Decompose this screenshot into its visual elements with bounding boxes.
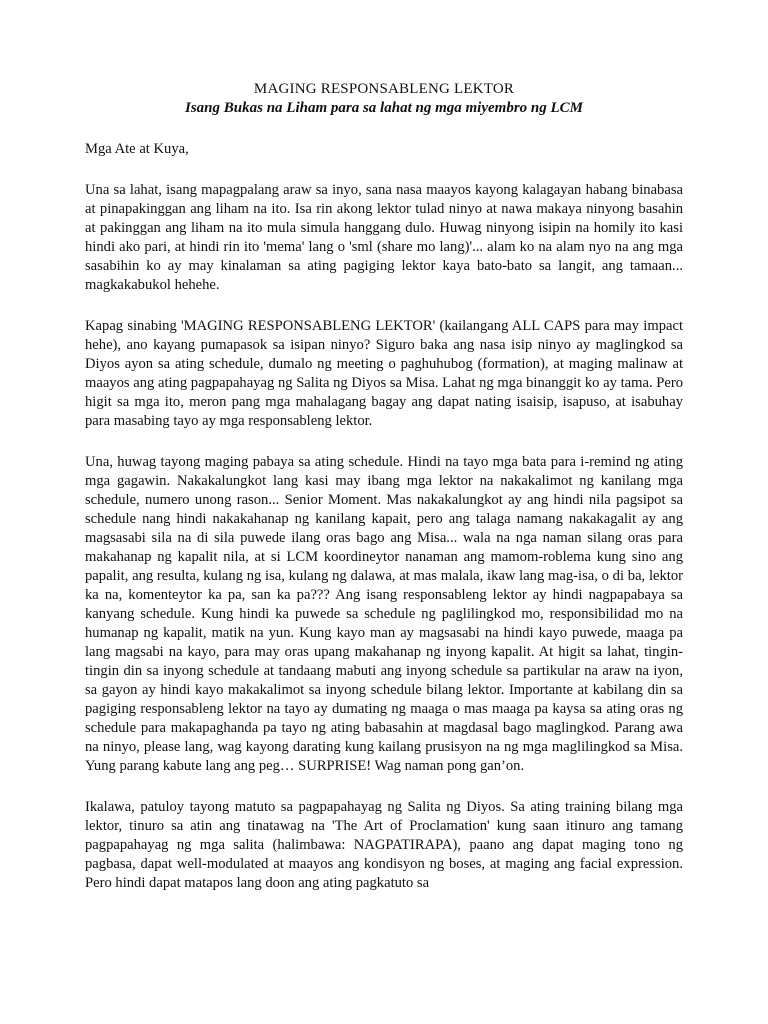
paragraph-4	[85, 798, 683, 893]
document-subtitle: Isang Bukas na Liham para sa lahat ng mga miyembro ng LCM	[185, 100, 583, 116]
paragraph-1	[85, 181, 683, 295]
greeting: Mga Ate at Kuya,	[85, 141, 189, 157]
document-title: MAGING RESPONSABLENG LEKTOR	[253, 81, 515, 97]
paragraph-2	[85, 317, 683, 431]
document-page	[85, 80, 683, 893]
paragraph-text: Una, huwag tayong maging pabaya sa ating schedule. Hindi na tayo mga bata para i-remind ng ating mga gagawin. Nakakalungkot lang kasi may ibang mga lektor na nakakalimot ng kanilang mga schedule, numero unong rason... Senior Moment. Mas nakakalungkot ay ang hindi nila pagsipot sa schedule nang hindi nakakahanap ng kanilang kapait, pero ang talaga namang nakakagalit ay ang magsasabi sila na di sila puwede ilang oras bago ang Misa... wala na nga naman silang oras para makahanap ng kapalit nila, at si LCM koordineytor nanaman ang mamom-roblema kung sino ang papalit, ang resulta, kulang ng isa, kulang ng dalawa, at mas malala, ikaw lang mag-isa, o di ba, lektor ka na, komenteytor ka pa, san ka pa??? Ang isang responsableng lektor ay hindi nagpapabaya sa kanyang schedule. Kung hindi ka puwede sa schedule ng paglilingkod mo, responsibilidad mo na humanap ng kapalit, matik na yun. Kung kayo man ay magsasabi na hindi kayo puwede, maaga pa lang magsabi na kayo, para may oras upang makahanap ng inyong kapalit. At higit sa lahat, tingin-tingin din sa inyong schedule at tandaang mabuti ang inyong schedule sa partikular na araw na iyon, sa gayon ay hindi kayo makakalimot sa inyong schedule bilang lektor. Importante at kabilang din sa pagiging responsableng lektor na tayo ay dumating ng maaga o mas maaga pa kaysa sa ating oras ng schedule para makapaghanda pa tayo ng ating babasahin at magdasal bago maglingkod. Parang awa na ninyo, please lang, wag kayong darating kung kailang prusisyon na ng mga maglilingkod sa Misa. Yung parang kabute lang ang peg… SURPRISE! Wag naman pong gan’on.	[85, 454, 683, 774]
paragraph-3	[85, 453, 683, 776]
paragraph-text: Una sa lahat, isang mapagpalang araw sa inyo, sana nasa maayos kayong kalagayan habang binabasa at pinapakinggan ang liham na ito. Isa rin akong lektor tulad ninyo at nawa makaya ninyong basahin at pakinggan ang liham na ito mula simula hanggang dulo. Huwag ninyong isipin na homily ito kasi hindi ako pari, at hindi rin ito 'mema' lang o 'sml (share mo lang)'... alam ko na alam nyo na ang mga sasabihin ko ay may kinalaman sa ating pagiging lektor kaya bato-bato sa langit, ang tamaan... magkakabukol hehehe.	[85, 182, 683, 293]
paragraph-text: Kapag sinabing 'MAGING RESPONSABLENG LEKTOR' (kailangang ALL CAPS para may impact hehe), ano kayang pumapasok sa isipan ninyo? Siguro baka ang nasa isip ninyo ay maglingkod sa Diyos ayon sa ating schedule, dumalo ng meeting o paghuhubog (formation), at maging malinaw at maayos ang ating pagpapahayag ng Salita ng Diyos sa Misa. Lahat ng mga binanggit ko ay tama. Pero higit sa mga ito, meron pang mga mahalagang bagay ang dapat nating isaisip, isapuso, at isabuhay para masabing tayo ay mga responsableng lektor.	[85, 318, 683, 429]
paragraph-text: Ikalawa, patuloy tayong matuto sa pagpapahayag ng Salita ng Diyos. Sa ating training bilang mga lektor, tinuro sa atin ang tinatawag na 'The Art of Proclamation' kung saan itinuro ang tamang pagpapahayag ng mga salita (halimbawa: NAGPATIRAPA), paano ang dapat maging tono ng pagbasa, dapat well-modulated at maayos ang kondisyon ng boses, at maging ang facial expression. Pero hindi dapat matapos lang doon ang ating pagkatuto sa	[85, 799, 683, 891]
